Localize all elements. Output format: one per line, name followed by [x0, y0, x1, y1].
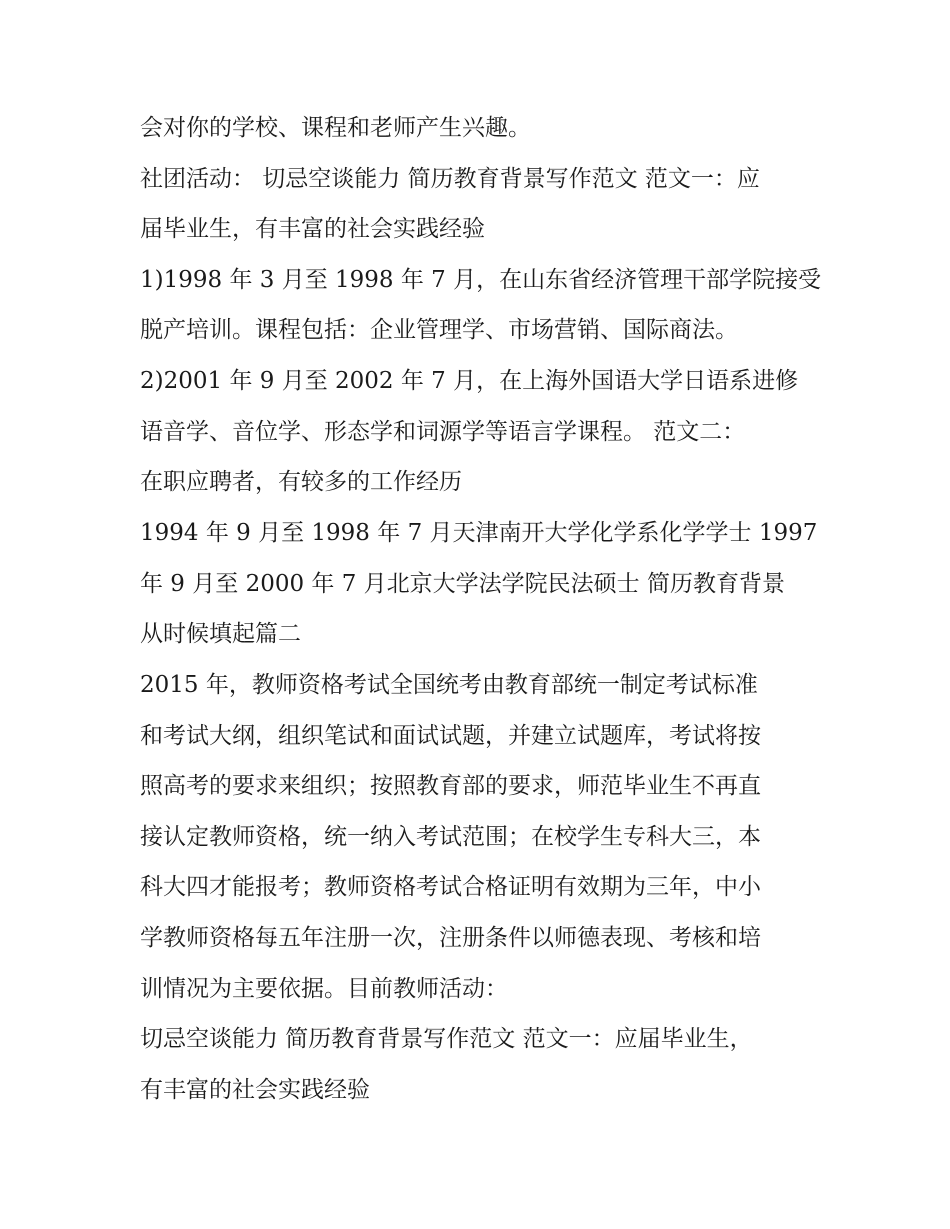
text-line: 脱产培训。课程包括：企业管理学、市场营销、国际商法。	[140, 317, 738, 343]
text-line: 社团活动： 切忌空谈能力 简历教育背景写作范文 范文一：应	[140, 166, 760, 192]
text-line: 科大四才能报考；教师资格考试合格证明有效期为三年，中小	[140, 874, 761, 900]
text-line: 切忌空谈能力 简历教育背景写作范文 范文一：应届毕业生，	[140, 1026, 753, 1052]
text-line: 届毕业生，有丰富的社会实践经验	[140, 216, 485, 242]
text-line: 训情况为主要依据。目前教师活动：	[140, 976, 508, 1002]
text-line: 会对你的学校、课程和老师产生兴趣。	[140, 115, 531, 141]
text-line: 1994 年 9 月至 1998 年 7 月天津南开大学化学系化学学士 1997	[140, 520, 818, 546]
text-line: 1)1998 年 3 月至 1998 年 7 月，在山东省经济管理干部学院接受	[140, 267, 822, 293]
text-line: 2015 年，教师资格考试全国统考由教育部统一制定考试标准	[140, 672, 758, 698]
text-line: 语音学、音位学、形态学和词源学等语言学课程。 范文二：	[140, 419, 746, 445]
text-line: 从时候填起篇二	[140, 621, 301, 647]
text-line: 年 9 月至 2000 年 7 月北京大学法学院民法硕士 简历教育背景	[140, 571, 785, 597]
text-line: 接认定教师资格，统一纳入考试范围；在校学生专科大三，本	[140, 824, 761, 850]
text-line: 和考试大纲，组织笔试和面试试题，并建立试题库，考试将按	[140, 723, 761, 749]
text-line: 有丰富的社会实践经验	[140, 1077, 370, 1103]
text-line: 学教师资格每五年注册一次，注册条件以师德表现、考核和培	[140, 925, 761, 951]
text-line: 2)2001 年 9 月至 2002 年 7 月，在上海外国语大学日语系进修	[140, 368, 799, 394]
text-line: 在职应聘者，有较多的工作经历	[140, 469, 462, 495]
text-line: 照高考的要求来组织；按照教育部的要求，师范毕业生不再直	[140, 773, 761, 799]
